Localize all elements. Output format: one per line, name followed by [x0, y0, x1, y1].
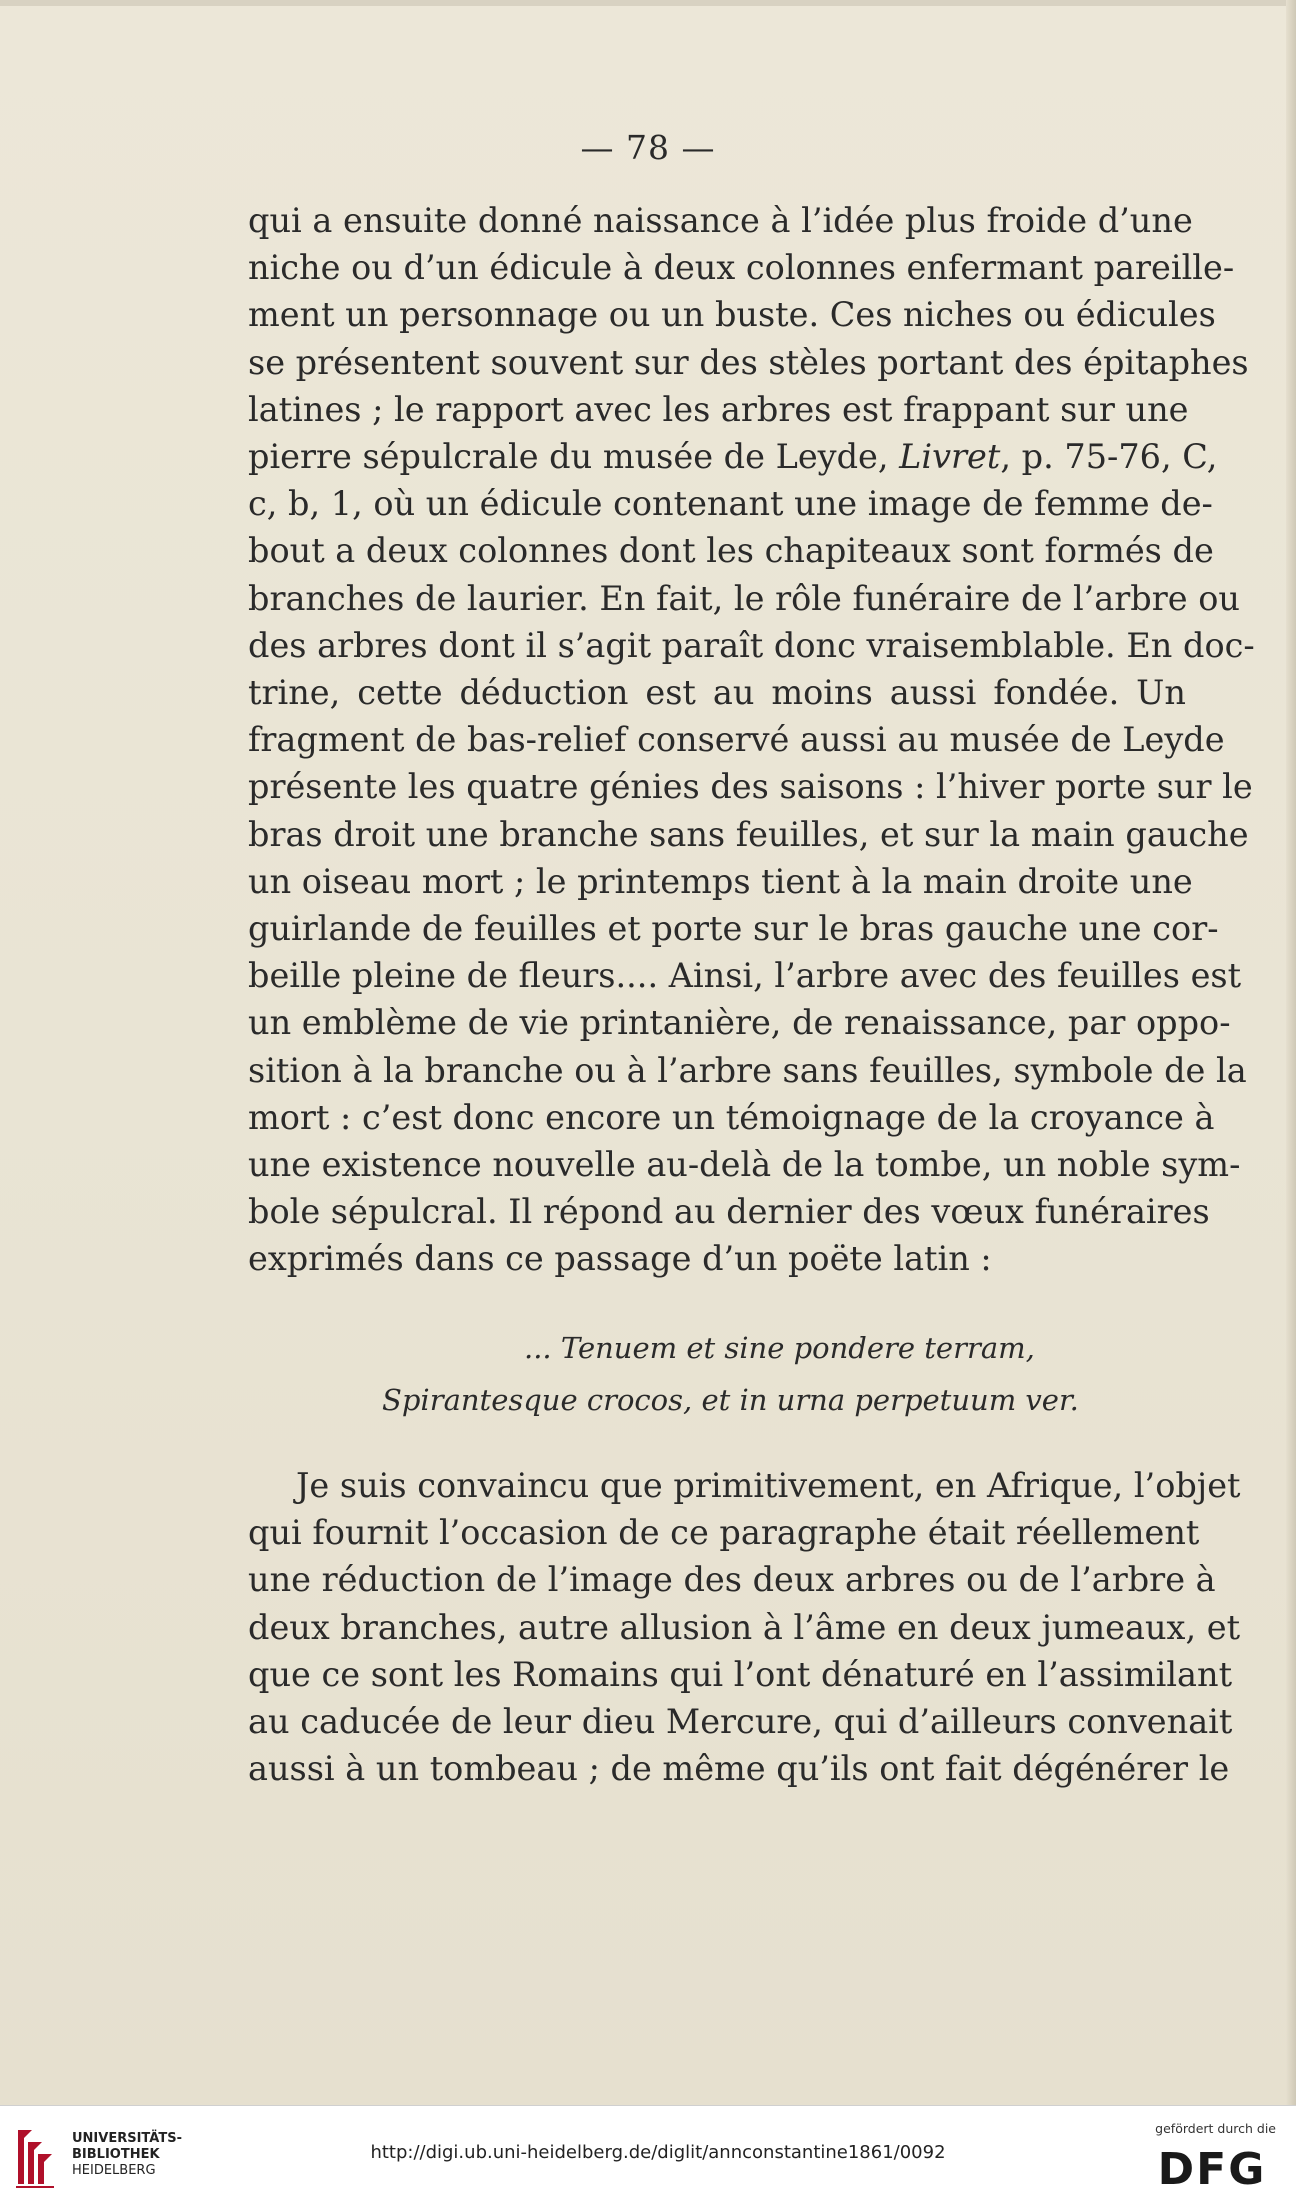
text-line: latines ; le rapport avec les arbres est frappant sur une	[248, 389, 1189, 429]
text-line: branches de laurier. En fait, le rôle funéraire de l’arbre ou	[248, 578, 1240, 618]
text-line: fragment de bas-relief conservé aussi au musée de Leyde	[248, 720, 1225, 760]
text-line: qui a ensuite donné naissance à l’idée plus froide d’une	[248, 201, 1193, 240]
text-line: Je suis convaincu que primitivement, en Afrique, l’objet	[296, 1466, 1241, 1505]
funded-by-label: gefördert durch die	[1155, 2121, 1276, 2136]
text-line: bole sépulcral. Il répond au dernier des vœux funéraires	[248, 1192, 1210, 1232]
paragraph-1	[248, 197, 1255, 1283]
digitization-footer	[0, 2105, 1296, 2204]
text-line: que ce sont les Romains qui l’ont dénaturé en l’assimilant	[248, 1654, 1233, 1694]
text-line: beille pleine de fleurs.... Ainsi, l’arbre avec des feuilles est	[248, 956, 1242, 996]
text-line: trine, cette déduction est au moins aussi fondée. Un	[248, 673, 1186, 713]
quote-line: ... Tenuem et sine pondere terram,	[524, 1331, 1035, 1365]
text-line: pierre sépulcrale du musée de Leyde, Livret, p. 75-76, C,	[248, 437, 1218, 477]
text-line: présente les quatre génies des saisons : l’hiver porte sur le	[248, 767, 1253, 807]
quote-line: Spirantesque crocos, et in urna perpetuum ver.	[382, 1383, 1079, 1417]
permalink-url[interactable]: http://digi.ub.uni-heidelberg.de/diglit/annconstantine1861/0092	[370, 2142, 946, 2163]
text-line: une existence nouvelle au-delà de la tombe, un noble sym-	[248, 1145, 1241, 1185]
text-line: exprimés dans ce passage d’un poëte latin :	[248, 1239, 992, 1279]
library-name-line: HEIDELBERG	[72, 2163, 156, 2178]
text-line: bout a deux colonnes dont les chapiteaux sont formés de	[248, 531, 1214, 571]
text-line: qui fournit l’occasion de ce paragraphe était réellement	[248, 1513, 1200, 1553]
text-line: deux branches, autre allusion à l’âme en deux jumeaux, et	[248, 1607, 1241, 1647]
text-line: guirlande de feuilles et porte sur le bras gauche une cor-	[248, 909, 1219, 949]
text-line: se présentent souvent sur des stèles portant des épitaphes	[248, 342, 1249, 382]
text-line: ment un personnage ou un buste. Ces niches ou édicules	[248, 295, 1216, 335]
page-number: — 78 —	[580, 128, 716, 167]
library-name-line: BIBLIOTHEK	[72, 2147, 160, 2162]
dfg-logo-text: DFG	[1157, 2144, 1267, 2190]
text-line: un emblème de vie printanière, de renaissance, par oppo-	[248, 1003, 1231, 1043]
page-edge-right	[1286, 0, 1296, 2105]
text-line: au caducée de leur dieu Mercure, qui d’ailleurs convenait	[248, 1702, 1233, 1742]
text-line: niche ou d’un édicule à deux colonnes enfermant pareille-	[248, 248, 1235, 288]
text-line: bras droit une branche sans feuilles, et sur la main gauche	[248, 814, 1249, 854]
library-name-line: UNIVERSITÄTS-	[72, 2131, 182, 2146]
dfg-logo	[1148, 2144, 1276, 2190]
text-line: c, b, 1, où un édicule contenant une image de femme de-	[248, 484, 1213, 524]
text-line: mort : c’est donc encore un témoignage de la croyance à	[248, 1097, 1215, 1137]
text-line: une réduction de l’image des deux arbres ou de l’arbre à	[248, 1560, 1216, 1600]
text-line: aussi à un tombeau ; de même qu’ils ont fait dégénérer le	[248, 1749, 1230, 1789]
text-line: des arbres dont il s’agit paraît donc vraisemblable. En doc-	[248, 625, 1255, 665]
text-line: sition à la branche ou à l’arbre sans feuilles, symbole de la	[248, 1050, 1247, 1090]
paragraph-2	[248, 1462, 1241, 1792]
page-edge-top	[0, 0, 1296, 6]
text-line: un oiseau mort ; le printemps tient à la main droite une	[248, 861, 1193, 901]
